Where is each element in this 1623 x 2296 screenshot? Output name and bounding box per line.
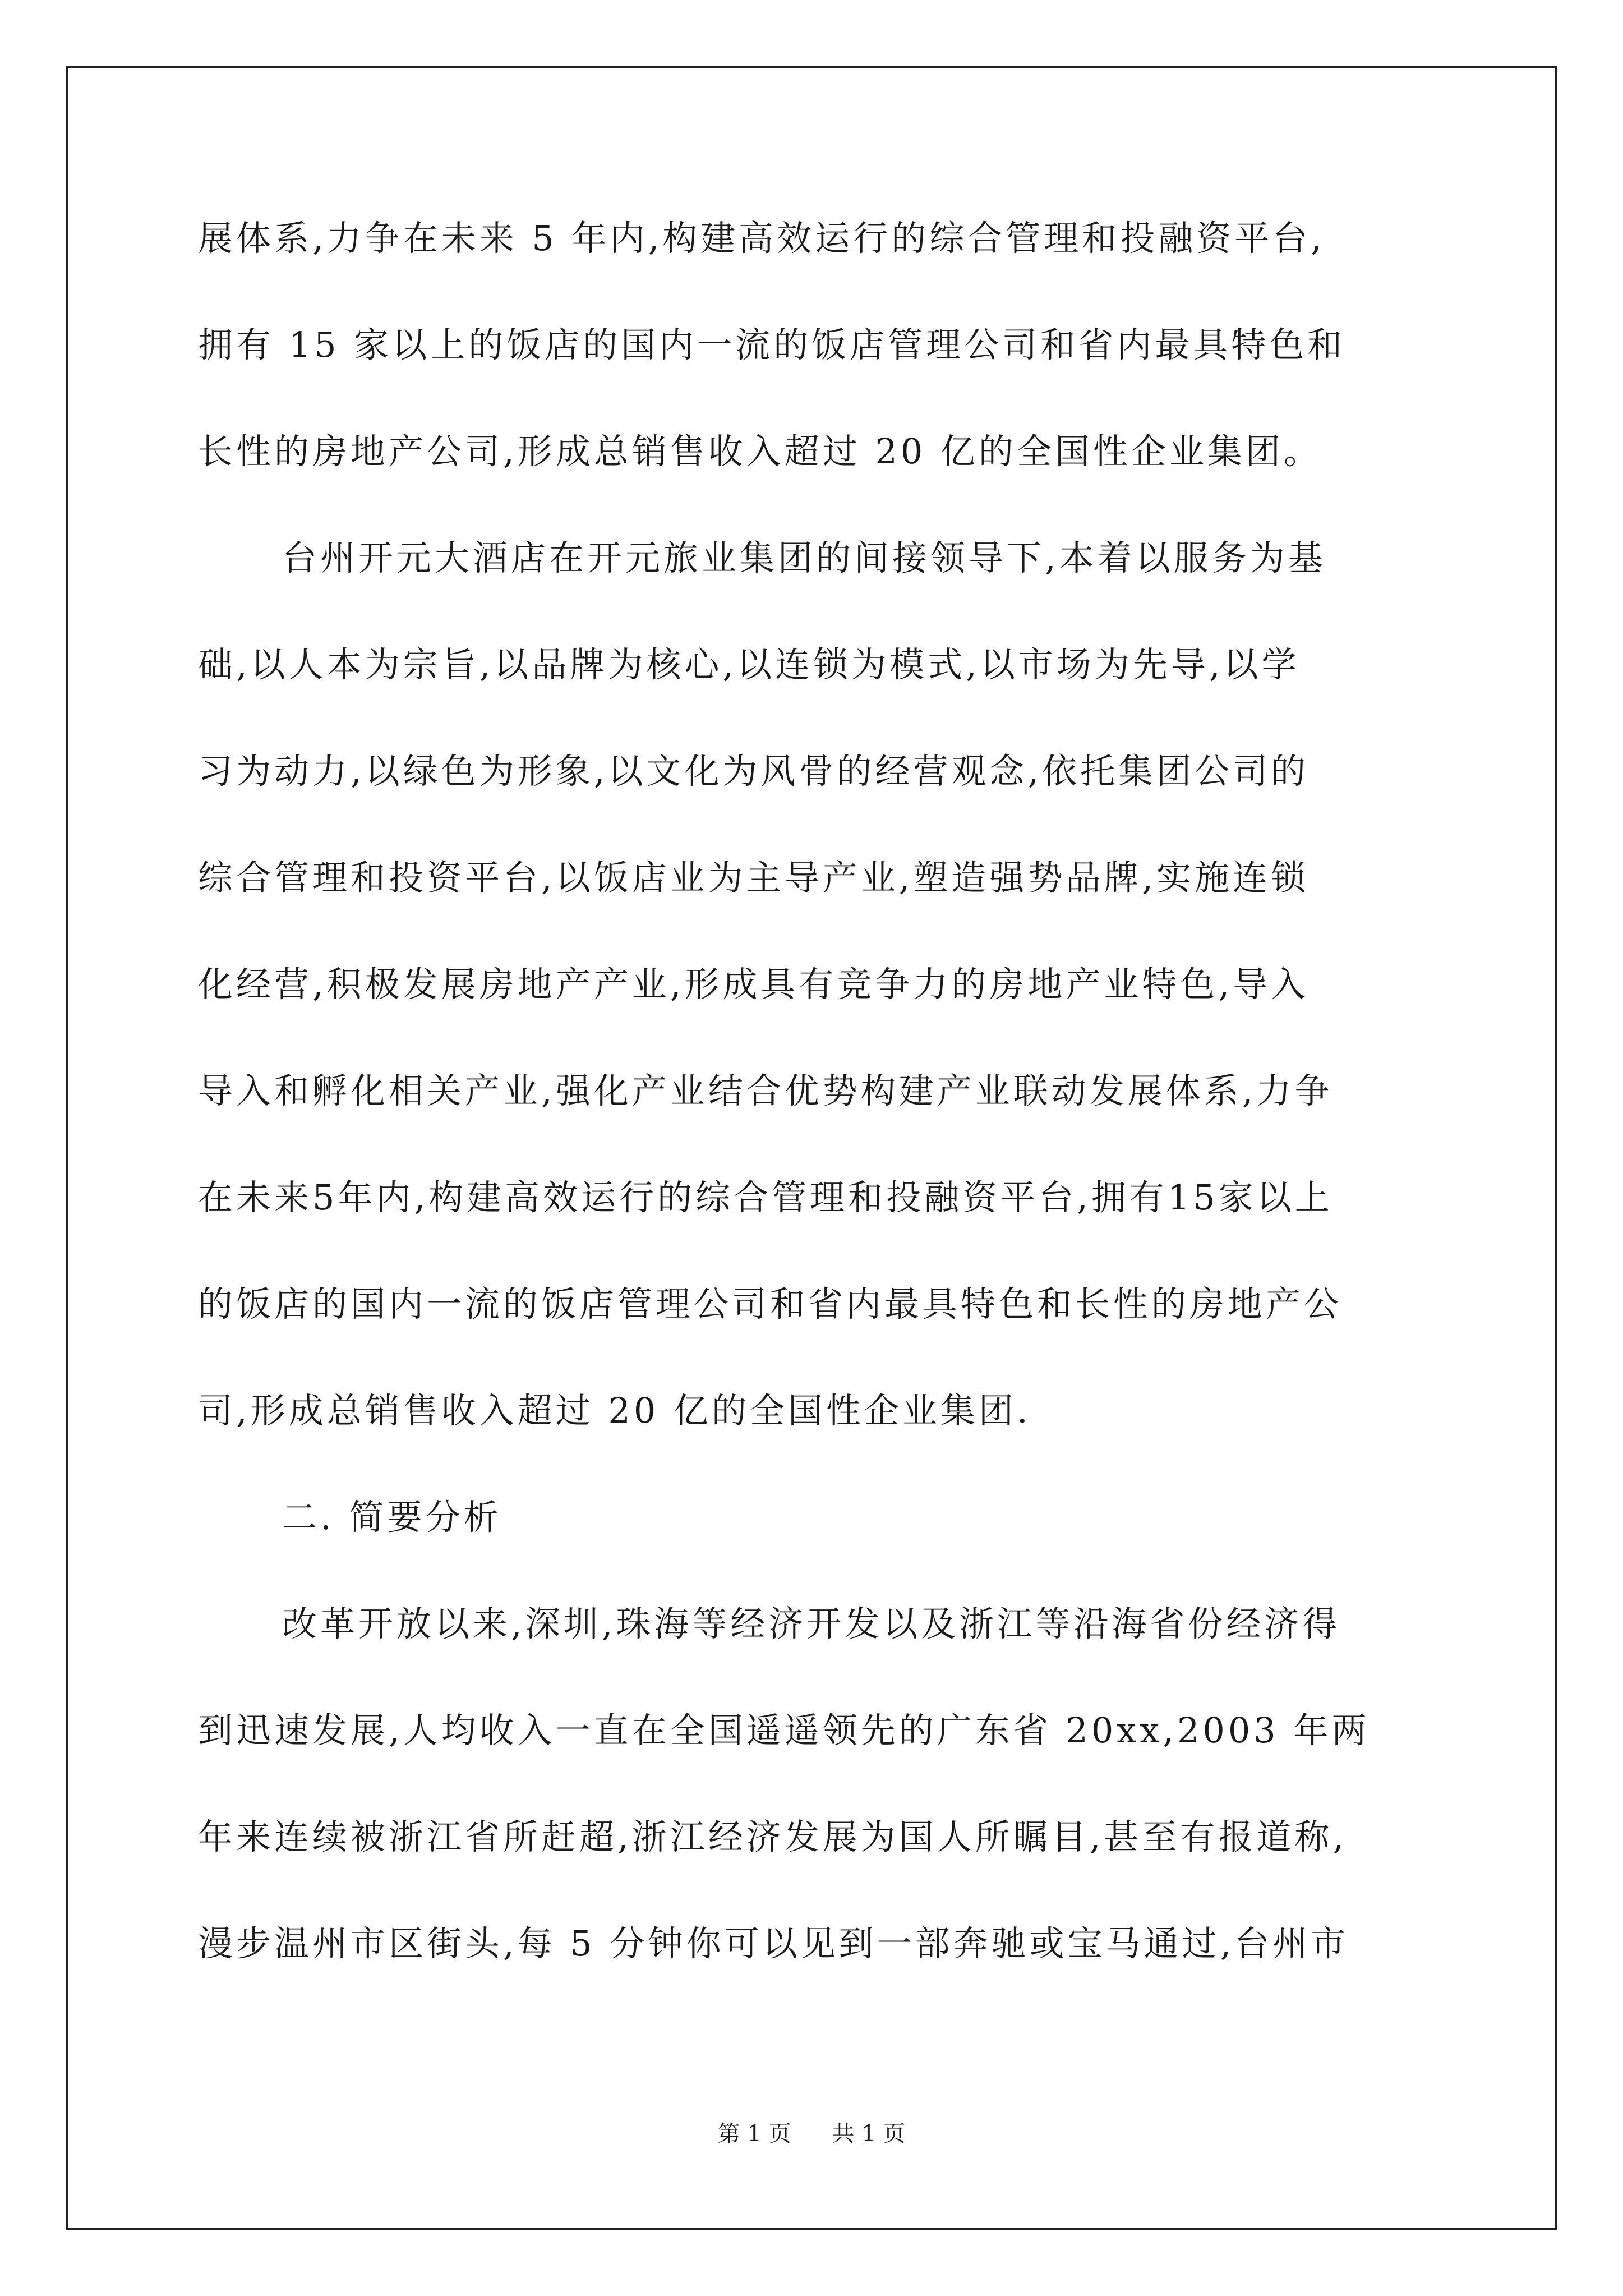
text-line: 化经营,积极发展房地产产业,形成具有竞争力的房地产业特色,导入 — [198, 964, 1310, 1005]
text-line: 导入和孵化相关产业,强化产业结合优势构建产业联动发展体系,力争 — [198, 1070, 1333, 1111]
text-line: 在未来5年内,构建高效运行的综合管理和投融资平台,拥有15家以上 — [198, 1177, 1333, 1218]
text-line: 习为动力,以绿色为形象,以文化为风骨的经营观念,依托集团公司的 — [198, 751, 1310, 792]
section-heading: 二. 简要分析 — [282, 1497, 502, 1538]
page-total: 共 1 页 — [832, 2121, 906, 2147]
text-line: 展体系,力争在未来 5 年内,构建高效运行的综合管理和投融资平台, — [198, 218, 1325, 259]
text-line: 综合管理和投资平台,以饭店业为主导产业,塑造强势品牌,实施连锁 — [198, 857, 1310, 898]
paragraph-start-line: 台州开元大酒店在开元旅业集团的间接领导下,本着以服务为基 — [282, 537, 1326, 578]
text-line: 年来连续被浙江省所赶超,浙江经济发展为国人所瞩目,甚至有报道称, — [198, 1816, 1348, 1857]
page-footer — [0, 2116, 1623, 2148]
document-body — [198, 185, 1432, 1997]
text-line: 司,形成总销售收入超过 20 亿的全国性企业集团. — [198, 1390, 1031, 1431]
text-line: 础,以人本为宗旨,以品牌为核心,以连锁为模式,以市场为先导,以学 — [198, 644, 1300, 685]
text-line: 拥有 15 家以上的饭店的国内一流的饭店管理公司和省内最具特色和 — [198, 324, 1346, 365]
text-line: 长性的房地产公司,形成总销售收入超过 20 亿的全国性企业集团。 — [198, 431, 1322, 472]
paragraph-start-line: 改革开放以来,深圳,珠海等经济开发以及浙江等沿海省份经济得 — [282, 1603, 1341, 1644]
text-line: 漫步温州市区街头,每 5 分钟你可以见到一部奔驰或宝马通过,台州市 — [198, 1923, 1349, 1964]
text-line: 的饭店的国内一流的饭店管理公司和省内最具特色和长性的房地产公 — [198, 1283, 1343, 1324]
page-number: 第 1 页 — [717, 2121, 791, 2147]
text-line: 到迅速发展,人均收入一直在全国遥遥领先的广东省 20xx,2003 年两 — [198, 1710, 1370, 1751]
